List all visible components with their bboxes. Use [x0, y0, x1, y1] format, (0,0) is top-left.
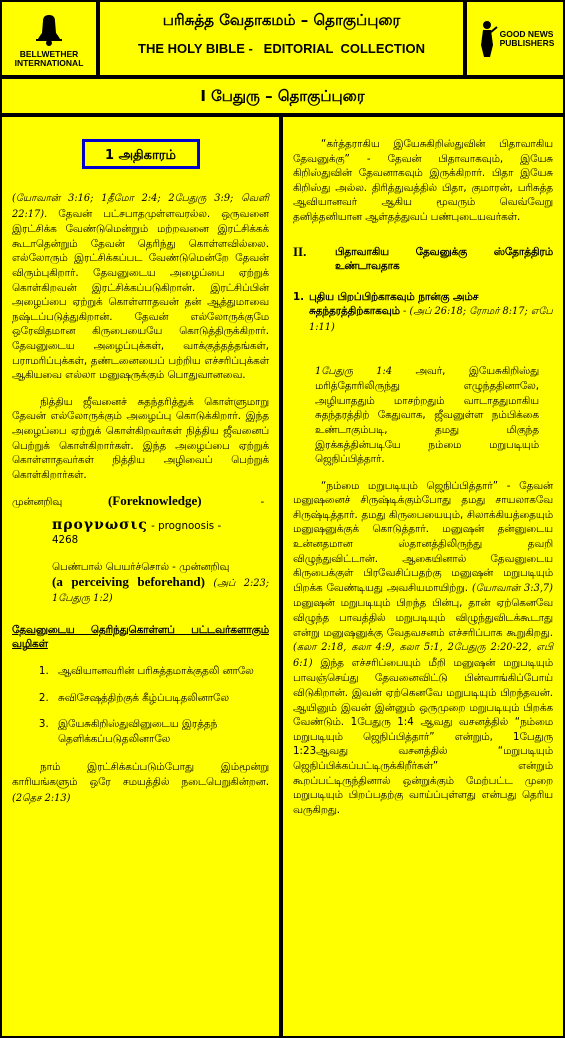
- paragraph: நாம் இரட்சிக்கப்படும்போது இம்மூன்று காரியங்களும் ஒரே சமயத்தில் நடைபெறுகின்றன. (2தெச 2:13): [12, 761, 269, 804]
- good-news-logo: [467, 2, 563, 75]
- paragraph: “கர்த்தராகிய இயேசுகிறிஸ்துவின் பிதாவாகிய தேவனுக்கு” - தேவன் பிதாவாகவும், இயேசு கிறிஸ்துவின் தேவனாகவும் இருக்கிறார். பிதா இயேசு கிறிஸ்து அல்ல. திரித்துவத்தில் பிதா, குமாரன், பரிசுத்த ஆவியானவர் ஆகிய மூவரும் வெவ்வேறு தனித்தனியான ஆள்தத்துவப் பண்புடையவர்கள்.: [293, 138, 553, 223]
- scripture-reference: (யோவான் 3:16; 1தீமோ 2:4; 2பேதுரு 3:9; வெளி 22:17).: [12, 193, 269, 220]
- list-item: 3. இயேசுகிறிஸ்துவினுடைய இரத்தந் தெளிக்கப்படுதலினாலே: [52, 717, 269, 746]
- bellwether-logo: [2, 2, 96, 75]
- herald-icon: [476, 19, 498, 59]
- sub-heading: 1. புதிய பிறப்பிற்காகவும் நான்கு அம்ச சுதந்தரத்திற்காகவும் - (அப் 26:18; ரோமர் 8:17; எபே 1:11): [293, 290, 553, 333]
- list-item: 2. சுவிசேஷத்திற்குக் கீழ்ப்படிதலினாலே: [52, 691, 269, 706]
- definition: பெண்பால் பெயர்ச்சொல் - முன்னறிவு (a perceiving beforehand) (அப் 2:23; 1பேதுரு 1:2): [52, 561, 270, 605]
- word-study: முன்னறிவு (Foreknowledge) -: [12, 493, 265, 509]
- right-column: [283, 117, 563, 1036]
- right-logo-text: GOOD NEWS PUBLISHERS: [499, 29, 555, 48]
- left-logo-text: BELLWETHER INTERNATIONAL: [14, 49, 84, 68]
- title-english: THE HOLY BIBLE - EDITORIAL COLLECTION: [138, 41, 425, 56]
- header-title: [100, 2, 463, 75]
- list: [12, 664, 269, 746]
- list-item: 1. ஆவியானவரின் பரிசுத்தமாக்குதலி னாலே: [52, 664, 269, 679]
- paragraph: (யோவான் 3:16; 1தீமோ 2:4; 2பேதுரு 3:9; வெளி 22:17). தேவன் பட்சபாதமுள்ளவரல்ல. ஒருவனை இரட்சிக்க வேண்டுமென்றும் மற்றவனை இரட்சிக்கக் கூடாதென்றும் தேவன் தெரிந்து கொள்ளவில்லை. எல்லோரும் இரட்சிக்கப்பட வேண்டுமென்றே தேவன் விரும்புகிறார். தேவனுடைய அழைப்பை ஏற்றுக் கொள்கிறவன் இரட்சிக்கப்படுகிறான். இரட்சிப்பின் அழைப்பை ஏற்றுக் கொள்ளாதவன் தன் ஆத்துமாவை நஷ்டப்படுத்துகிறான். தேவன் எல்லோருக்குமே ஒரேவிதமான கிருபையையே கொடுத்திருக்கிறார். தேவனுடைய அழைப்புக்கள், வாக்குத்தத்தங்கள், பராமரிப்புக்கள், தண்டனையைப் பற்றிய எச்சரிப்புக்கள் ஆகியவை எல்லா மனுஷருக்கும் பொதுவானவை.: [12, 193, 269, 382]
- paragraph: நித்திய ஜீவனைச் சுதந்தரித்துக் கொள்ளுமாறு தேவன் எல்லோருக்கும் அழைப்பு கொடுக்கிறார். இந்த அழைப்பை ஏற்றுக் கொள்கிறவர்கள் நித்திய ஜீவனைப் பெற்றுக் கொள்கிறார்கள். இந்த அழைப்பை ஏற்றுக் கொள்ளாதவர்கள் நித்திய அழிவைப் பெற்றுக் கொள்கிறார்கள்.: [12, 395, 269, 481]
- subheading: தேவனுடைய தெரிந்துகொள்ளப் பட்டவர்களாகும் வழிகள்: [12, 623, 269, 651]
- chapter-heading: 1 அதிகாரம்: [82, 139, 200, 169]
- scripture-quote: 1பேதுரு 1:4 அவர், இயேசுகிறிஸ்து மரித்தோரிலிருந்து எழுந்ததினாலே, அழியாததும் மாசற்றதும் வாடாததுமாகிய சுதந்தரத்திற் கேதுவாக, ஜீவனுள்ள நம்பிக்கை உண்டாகும்படி, தமது மிகுந்த இரக்கத்தின்படியே நம்மை மறுபடியும் ஜெநிப்பித்தார்.: [315, 364, 540, 466]
- greek-term: προγνωσις - prognoosis - 4268: [52, 516, 222, 547]
- bell-icon: [34, 9, 64, 49]
- left-column: [2, 117, 279, 1036]
- section-heading: II. பிதாவாகிய தேவனுக்கு ஸ்தோத்திரம் உண்டாவதாக: [293, 243, 553, 273]
- book-title: I பேதுரு – தொகுப்புரை: [2, 79, 563, 113]
- paragraph: “நம்மை மறுபடியும் ஜெநிப்பித்தார்” - தேவன் மனுஷனைச் சிருஷ்டிக்கும்போது தமது சாயலாகவே சிருஷ்டித்தார். தமது கிருபையையும், சிலாக்கியத்தையும் மனுஷனுக்குக் கொடுத்தார். மனுஷன் தன்னுடைய உன்னதமான ஸ்தானத்திலிருந்து தவறி விழுந்துவிட்டான். ஆகையினால் தேவனுடைய கிருபைக்குள் பிரவேசிப்பதற்கு மனுஷன் மறுபடியும் பிறக்க வேண்டியது அவசியமாயிற்று. (யோவான் 3:3,7) மனுஷன் மறுபடியும் பிறந்த பின்பு, தான் ஏற்கெனவே விழுந்த பாவத்தில் மறுபடியும் விழுந்துவிடக்கூடாது என்று மனுஷனுக்கு வேதவசனம் எச்சரிப்பாக கூறுகிறது. (கலா 2:18, கலா 4:9, கலா 5:1, 2பேதுரு 2:20-22, எபி 6:1) இந்த எச்சரிப்பையும் மீறி மனுஷன் மறுபடியும் பாவஞ்செய்து தேவனைவிட்டு பின்வாங்கிப்போய் விடுகிறான். இவன் ஏற்கெனவே மறுபடியும் பிறந்தவன். ஆயினும் இவன் இன்னும் ஒருமுறை மறுபடியும் பிறக்க வேண்டும். 1பேதுரு 1:4 ஆவது வசனத்தில் “நம்மை மறுபடியும் ஜெநிப்பித்தார்” என்றும், 1பேதுரு 1:23ஆவது வசனத்தில் “மறுபடியும் ஜெநிப்பிக்கப்பட்டிருக்கிறீர்கள்” என்றும் கூறப்பட்டிருந்தினால் ஒன்றுக்கும் மேற்பட்ட முறை மறுபடியும் பிறப்பதற்கு வாய்ப்புள்ளது என்பது தெரிய வருகிறது.: [293, 479, 553, 816]
- title-tamil: பரிசுத்த வேதாகமம் – தொகுப்புரை: [162, 11, 401, 29]
